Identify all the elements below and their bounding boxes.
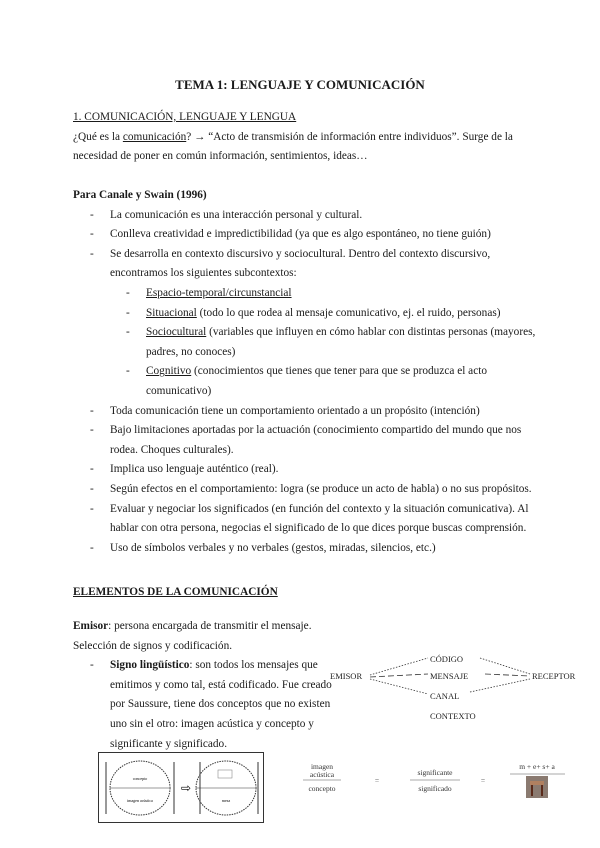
sub-list-item xyxy=(73,362,543,401)
equals-sign: = xyxy=(374,776,380,785)
diagram-canal: CANAL xyxy=(430,691,460,701)
term: comunicación xyxy=(122,130,187,143)
diagram-mensaje: MENSAJE xyxy=(430,671,469,681)
list-item: - Según efectos en el comportamiento: logra (se produce un acto de habla) o no sus propósitos. xyxy=(73,480,543,500)
term: Emisor xyxy=(73,620,109,632)
equals-sign: = xyxy=(480,776,486,785)
imagen-label: imagen xyxy=(310,762,334,771)
sub-list-item xyxy=(73,284,543,304)
text: (todo lo que rodea al mensaje comunicativo, ej. el ruido, personas) xyxy=(196,306,501,319)
term: Sociocultural xyxy=(146,326,207,339)
saussure-formula xyxy=(285,760,585,810)
diagram-contexto: CONTEXTO xyxy=(430,711,476,721)
list-item: - Implica uso lenguaje auténtico (real). xyxy=(73,460,543,480)
text: ¿Qué es la xyxy=(73,130,123,143)
list-item xyxy=(73,656,333,754)
mesa-formula: m + e+ s+ a xyxy=(519,762,555,771)
concepto-label: concepto xyxy=(308,784,336,793)
imagen-acustica-label: imagen acústica xyxy=(127,798,153,803)
table-sketch-icon xyxy=(218,770,232,778)
emisor-paragraph xyxy=(73,617,333,754)
list-item: - Conlleva creatividad e impredictibilidad (ya que es algo espontáneo, no tiene guión) xyxy=(73,225,543,245)
saussure-sign-diagram xyxy=(98,752,268,824)
significado-label: significado xyxy=(418,784,452,793)
list-item: - Evaluar y negociar los significados (en función del contexto y la situación comunicativa). Al hablar con otra persona, negocias el significado de lo que dices porque buscas comprensión. xyxy=(73,500,543,539)
text: : son todos los mensajes que emitimos y como tal, está codificado. Fue creado por Saussure, tiene dos conceptos que no existen uno sin el otro: imagen acústica y concepto y significante y significado. xyxy=(110,659,332,750)
list-item: - Uso de símbolos verbales y no verbales (gestos, miradas, silencios, etc.) xyxy=(73,539,543,559)
list-item: - Bajo limitaciones aportadas por la actuación (conocimiento compartido del mundo que nos rodea. Choques culturales). xyxy=(73,421,543,460)
term: Situacional xyxy=(146,306,197,319)
term: Espacio-temporal/circunstancial xyxy=(146,286,292,299)
list-item: - Se desarrolla en contexto discursivo y sociocultural. Dentro del contexto discursivo, encontramos los siguientes subcontextos: xyxy=(73,245,543,284)
communication-diagram xyxy=(330,648,590,728)
table-image xyxy=(526,776,548,798)
text: (variables que influyen en cómo hablar con distintas personas (mayores, padres, no conoces) xyxy=(146,326,536,358)
list-item: - Toda comunicación tiene un comportamiento orientado a un propósito (intención) xyxy=(73,402,543,422)
section-comunicacion xyxy=(73,108,543,167)
diagram-receptor: RECEPTOR xyxy=(532,671,576,681)
diagram-emisor: EMISOR xyxy=(330,671,363,681)
section-heading: ELEMENTOS DE LA COMUNICACIÓN xyxy=(73,586,278,598)
diagram-codigo: CÓDIGO xyxy=(430,654,464,664)
mesa-label: mesa xyxy=(221,798,231,803)
acustica-label: acústica xyxy=(309,770,335,779)
page-title: TEMA 1: LENGUAJE Y COMUNICACIÓN xyxy=(175,77,425,92)
text: : persona encargada de transmitir el mensaje. Selección de signos y codificación. xyxy=(73,620,312,652)
section-heading: 1. COMUNICACIÓN, LENGUAJE Y LENGUA xyxy=(73,111,297,123)
arrow-right-icon: ⇨ xyxy=(181,781,192,795)
term: Signo lingüístico xyxy=(110,659,190,672)
sub-list-item xyxy=(73,323,543,362)
subheading: Para Canale y Swain (1996) xyxy=(73,189,207,201)
term: Cognitivo xyxy=(146,365,192,378)
list-item: - La comunicación es una interacción personal y cultural. xyxy=(73,206,543,226)
text: ? → “Acto de transmisión de información entre individuos”. Surge de la necesidad de poner en común información, sentimientos, ideas… xyxy=(73,130,513,163)
definition-paragraph xyxy=(73,128,543,167)
canale-swain-section xyxy=(73,186,543,558)
text: (conocimientos que tienes que tener para que se produzca el acto comunicativo) xyxy=(146,365,487,397)
significante-label: significante xyxy=(417,768,453,777)
sub-list-item xyxy=(73,304,543,324)
concepto-label: concepto xyxy=(132,776,148,781)
